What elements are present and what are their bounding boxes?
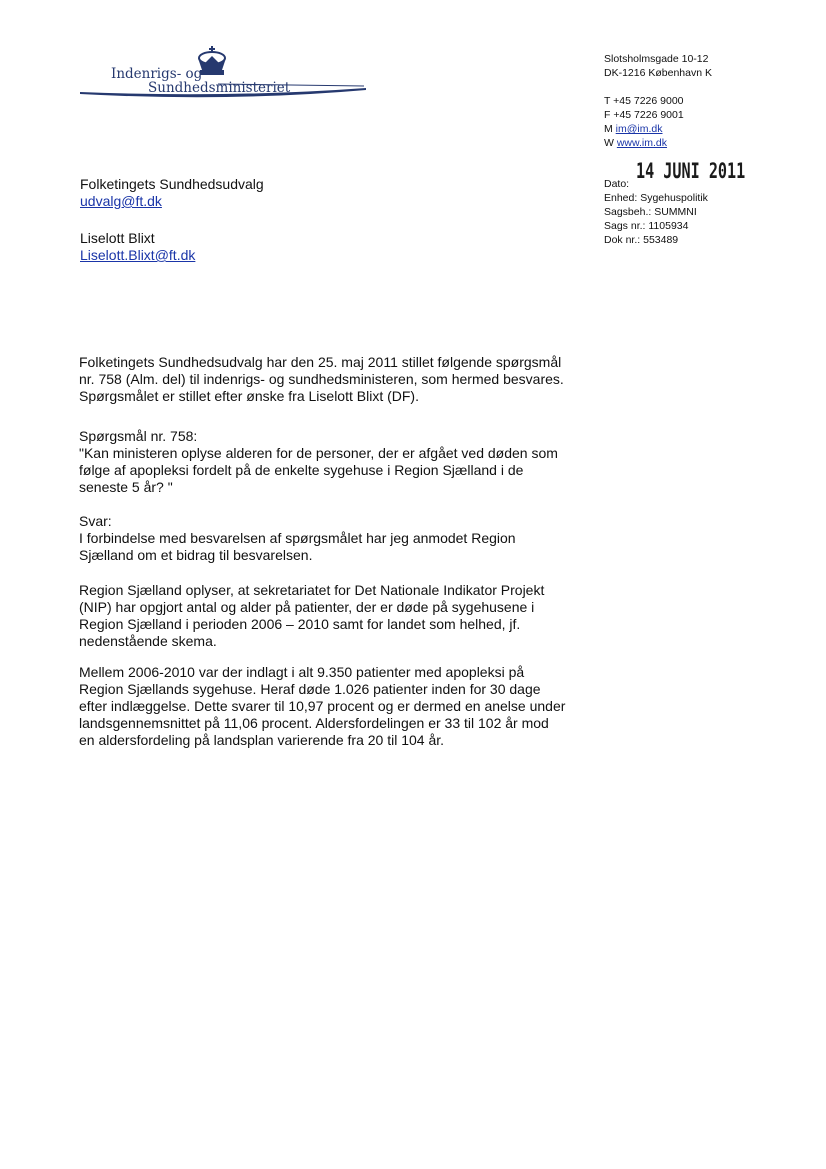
text-line: Region Sjællands sygehuse. Heraf døde 1.026 patienter inden for 30 dage bbox=[79, 681, 541, 697]
recipient-committee-email bbox=[80, 192, 162, 210]
web-link[interactable]: www.im.dk bbox=[616, 137, 668, 149]
date-label: Dato: bbox=[604, 178, 630, 190]
question-heading: Spørgsmål nr. 758: bbox=[79, 428, 198, 444]
text-line: en aldersfordeling på landsplan varierende fra 20 til 104 år. bbox=[79, 732, 445, 748]
person-email-link[interactable]: Liselott.Blixt@ft.dk bbox=[80, 247, 196, 263]
stats-paragraph bbox=[79, 664, 579, 749]
text-line: nr. 758 (Alm. del) til indenrigs- og sundhedsministeren, som hermed besvares. bbox=[79, 371, 564, 387]
date-stamp: 14 JUNI 2011 bbox=[636, 159, 746, 183]
logo-text-line1: Indenrigs- og bbox=[111, 66, 203, 82]
region-paragraph bbox=[79, 582, 579, 650]
intro-paragraph bbox=[79, 354, 579, 405]
text-line: Sjælland om et bidrag til besvarelsen. bbox=[79, 547, 313, 563]
document-number: Dok nr.: 553489 bbox=[604, 234, 679, 246]
address-line1: Slotsholmsgade 10-12 bbox=[604, 53, 709, 65]
logo-text-line2: Sundhedsministeriet bbox=[148, 80, 291, 96]
text-line: I forbindelse med besvarelsen af spørgsmålet har jeg anmodet Region bbox=[79, 530, 516, 546]
text-line: nedenstående skema. bbox=[79, 633, 217, 649]
text-line: følge af apopleksi fordelt på de enkelte sygehuse i Region Sjælland i de bbox=[79, 462, 524, 478]
text-line: Region Sjælland oplyser, at sekretariatet for Det Nationale Indikator Projekt bbox=[79, 582, 545, 598]
text-line: Spørgsmålet er stillet efter ønske fra Liselott Blixt (DF). bbox=[79, 388, 419, 404]
web-prefix: W bbox=[604, 137, 614, 149]
text-line: Mellem 2006-2010 var der indlagt i alt 9.350 patienter med apopleksi på bbox=[79, 664, 525, 680]
recipient-committee-name: Folketingets Sundhedsudvalg bbox=[80, 176, 264, 192]
text-line: seneste 5 år? " bbox=[79, 479, 173, 495]
text-line: (NIP) har opgjort antal og alder på patienter, der er døde på sygehusene i bbox=[79, 599, 535, 615]
recipient-person-email bbox=[80, 246, 195, 264]
text-line: Folketingets Sundhedsudvalg har den 25. maj 2011 stillet følgende spørgsmål bbox=[79, 354, 562, 370]
text-line: landsgennemsnittet på 11,06 procent. Aldersfordelingen er 33 til 102 år mod bbox=[79, 715, 549, 731]
handler-line: Sagsbeh.: SUMMNI bbox=[604, 206, 697, 218]
text-line: efter indlæggelse. Dette svarer til 10,97 procent og er dermed en anelse under bbox=[79, 698, 566, 714]
case-number: Sags nr.: 1105934 bbox=[604, 220, 689, 232]
phone-number: T +45 7226 9000 bbox=[604, 95, 684, 107]
question-paragraph bbox=[79, 428, 579, 496]
committee-email-link[interactable]: udvalg@ft.dk bbox=[80, 193, 162, 209]
email-prefix: M bbox=[604, 123, 613, 135]
fax-number: F +45 7226 9001 bbox=[604, 109, 684, 121]
recipient-person-name: Liselott Blixt bbox=[80, 230, 155, 246]
unit-line: Enhed: Sygehuspolitik bbox=[604, 192, 708, 204]
ministry-logo bbox=[78, 44, 378, 106]
answer-paragraph bbox=[79, 513, 579, 564]
web-line bbox=[604, 136, 667, 150]
address-line2: DK-1216 København K bbox=[604, 67, 712, 79]
email-link[interactable]: im@im.dk bbox=[615, 123, 663, 135]
text-line: "Kan ministeren oplyse alderen for de personer, der er afgået ved døden som bbox=[79, 445, 558, 461]
answer-heading: Svar: bbox=[79, 513, 112, 529]
text-line: Region Sjælland i perioden 2006 – 2010 samt for landet som helhed, jf. bbox=[79, 616, 521, 632]
email-line bbox=[604, 122, 663, 136]
